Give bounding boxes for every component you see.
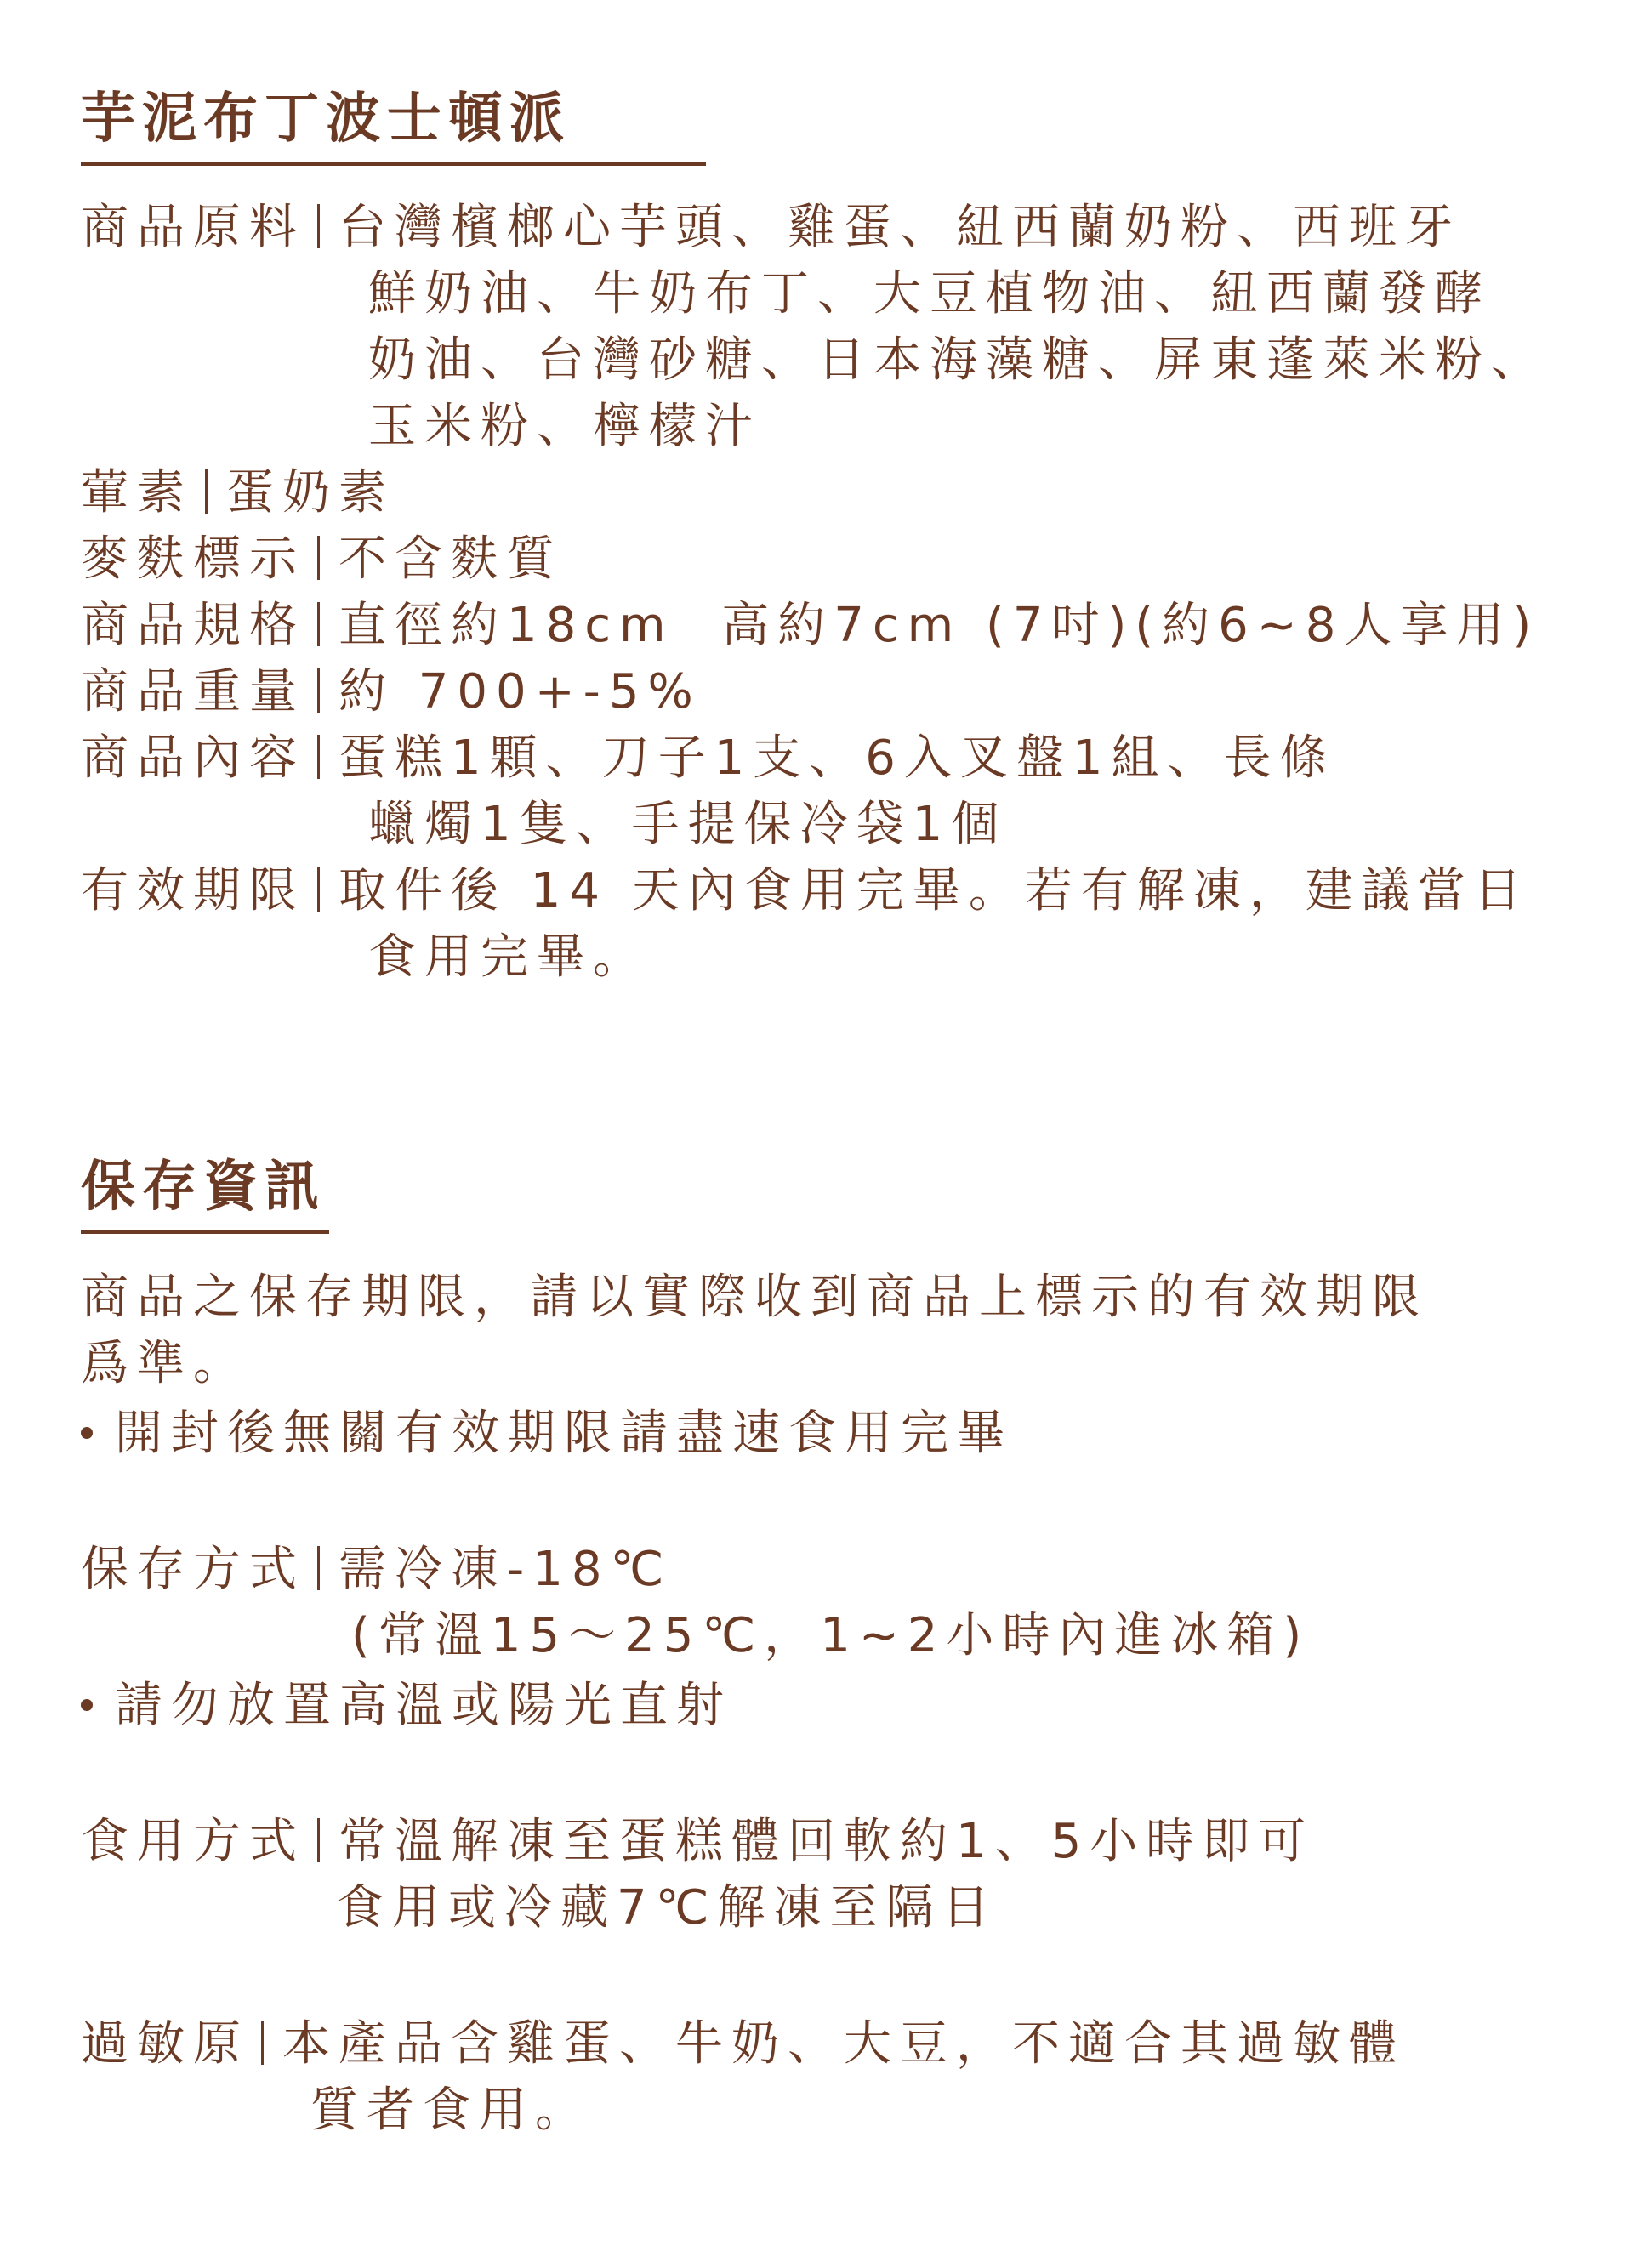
product-title: 芋泥布丁波士頓派 <box>81 88 571 151</box>
label-divider <box>205 469 208 514</box>
spec-label: 商品內容 <box>81 730 305 786</box>
title-underline <box>81 1230 329 1234</box>
spec-value-line: 鮮奶油、牛奶布丁、大豆植物油、紐西蘭發酵 <box>368 266 1491 321</box>
bullet-icon <box>81 1699 93 1711</box>
spec-value-line: 質者食用。 <box>310 2083 591 2138</box>
bullet-text: 請勿放置高溫或陽光直射 <box>115 1678 732 1733</box>
label-divider <box>317 204 320 248</box>
bullet-opened <box>81 1400 1013 1468</box>
spec-row-contents <box>81 725 1336 793</box>
title-underline <box>81 162 706 166</box>
spec-label: 保存方式 <box>81 1542 305 1597</box>
bullet-text: 開封後無關有效期限請盡速食用完畢 <box>115 1406 1013 1461</box>
spec-value-line: 食用完畢。 <box>368 929 649 985</box>
storage-intro-line: 商品之保存期限，請以實際收到商品上標示的有效期限 <box>81 1270 1428 1325</box>
spec-value-line: 本產品含雞蛋、牛奶、大豆，不適合其過敏體 <box>282 2016 1405 2072</box>
spec-label: 食用方式 <box>81 1814 305 1869</box>
spec-value-line: 常溫解凍至蛋糕體回軟約1、5小時即可 <box>339 1814 1315 1869</box>
bullet-heat <box>81 1672 732 1740</box>
label-divider <box>261 2021 264 2065</box>
spec-value-line: 不含麩質 <box>339 531 563 587</box>
spec-label: 麥麩標示 <box>81 531 305 587</box>
storage-intro-line: 爲準。 <box>81 1336 249 1391</box>
label-divider <box>317 867 320 912</box>
allergen-row <box>81 2010 1405 2078</box>
spec-row-gluten <box>81 526 563 594</box>
spec-value-line: 奶油、台灣砂糖、日本海藻糖、屏東蓬萊米粉、 <box>368 333 1547 388</box>
storage-method-row <box>81 1536 672 1604</box>
spec-label: 過敏原 <box>81 2016 249 2072</box>
spec-row-weight <box>81 658 702 726</box>
spec-row-expiry <box>81 857 1530 925</box>
spec-value-line: 直徑約18cm 高約7cm (7吋)(約6~8人享用) <box>339 598 1540 653</box>
spec-value-line: 蛋奶素 <box>226 465 395 520</box>
spec-label: 商品規格 <box>81 598 305 653</box>
spec-value-line: 需冷凍-18℃ <box>339 1542 673 1597</box>
spec-value-line: (常溫15～25℃，1~2小時內進冰箱) <box>351 1608 1311 1663</box>
spec-value-line: 玉米粉、檸檬汁 <box>368 399 761 454</box>
spec-value-line: 取件後 14 天內食用完畢。若有解凍，建議當日 <box>339 863 1530 918</box>
spec-row-ingredients <box>81 194 1461 262</box>
spec-label: 葷素 <box>81 465 193 520</box>
spec-value-line: 食用或冷藏7℃解凍至隔日 <box>336 1880 999 1935</box>
label-divider <box>317 536 320 580</box>
label-divider <box>317 1818 320 1862</box>
label-divider <box>317 602 320 646</box>
label-divider <box>317 1546 320 1590</box>
spec-value-line: 蠟燭1隻、手提保冷袋1個 <box>368 797 1008 852</box>
spec-value-line: 台灣檳榔心芋頭、雞蛋、紐西蘭奶粉、西班牙 <box>339 200 1461 255</box>
spec-row-size <box>81 592 1539 660</box>
eating-method-row <box>81 1808 1314 1876</box>
spec-label: 有效期限 <box>81 863 305 918</box>
spec-label: 商品原料 <box>81 200 305 255</box>
storage-title: 保存資訊 <box>81 1156 326 1219</box>
spec-value-line: 約 700+-5% <box>339 664 702 719</box>
bullet-icon <box>81 1427 93 1439</box>
label-divider <box>317 735 320 779</box>
spec-value-line: 蛋糕1顆、刀子1支、6入叉盤1組、長條 <box>339 730 1336 786</box>
spec-label: 商品重量 <box>81 664 305 719</box>
spec-row-diet <box>81 459 395 527</box>
label-divider <box>317 668 320 713</box>
